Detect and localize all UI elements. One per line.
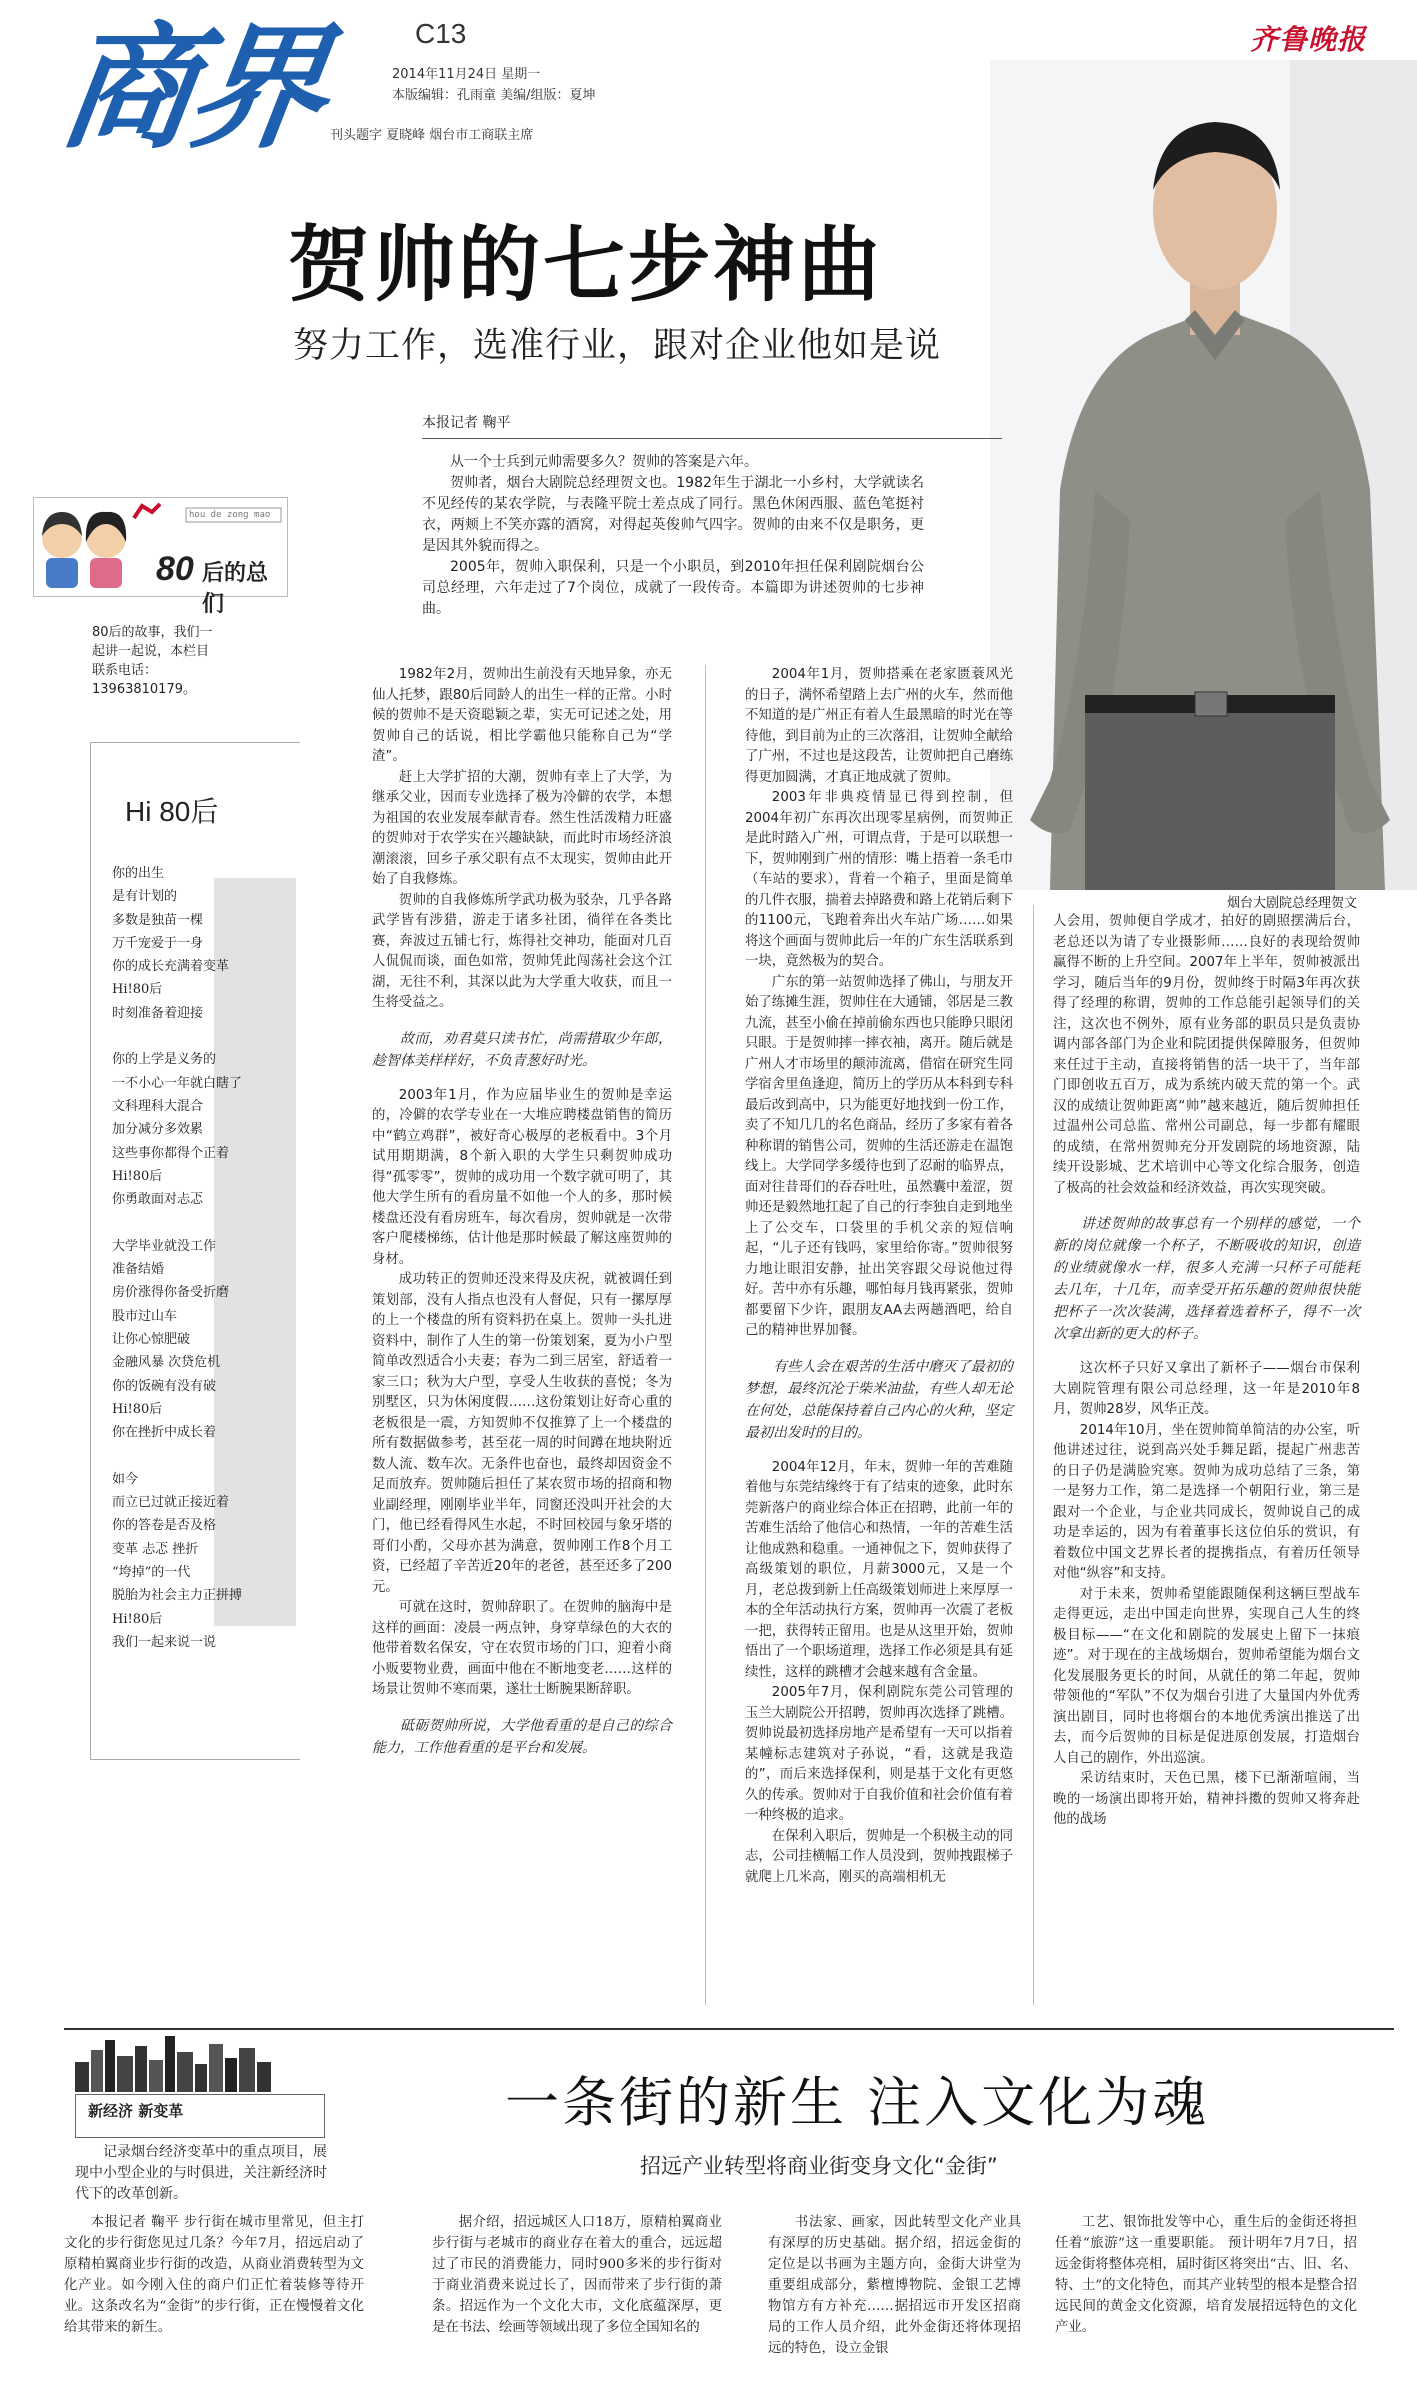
poem-line: 你的答卷是否及格	[112, 1518, 217, 1534]
city-skyline-icon	[75, 2032, 275, 2102]
body-paragraph: 赶上大学扩招的大潮，贺帅有幸上了大学，为继承父业，因而专业选择了极为冷僻的农学，本想为祖国的农业发展奉献青春。然生性活泼精力旺盛的贺帅对于农学实在兴趣缺缺，而此时市场经济浪潮滚滚，回乡子承父职有点不太现实，贺帅由此开始了自我修炼。	[372, 769, 672, 887]
body-paragraph: 贺帅的自我修炼所学武功极为驳杂，几乎各路武学皆有涉猎，游走于诸多社团，徜徉在各类比赛，奔波过五铺七行，炼得社交神功，能面对几百人侃侃而谈，面色如常，贺帅凭此闯荡社会这个江湖，无往不利，其深以此为大学重大收获，而且一生将受益之。	[372, 892, 672, 1010]
poem-line: Hi!80后	[112, 1611, 163, 1627]
body-paragraph: 讲述贺帅的故事总有一个别样的感觉，一个新的岗位就像一个杯子，不断吸收的知识，创造的业绩就像水一样，很多人充满一只杯子可能耗去几年，十几年，而幸受开拓乐趣的贺帅很快能把杯子一次次装满，选择着选着杯子，得不一次次拿出新的更大的杯子。	[1053, 1216, 1360, 1342]
masthead-meta	[392, 64, 596, 106]
poem-line: 我们一起来说一说	[112, 1634, 217, 1650]
bottom-paragraph: 书法家、画家，因此转型文化产业具有深厚的历史基础。据介绍，招远金街的定位是以书画为主题方向，金街大讲堂为重要组成部分，紫檀博物院、金银工艺博物馆方有方补充……据招远市开发区招商局的工作人员介绍，此外金街还将体现招远的特色，设立金银	[768, 2215, 1021, 2356]
second-headline: 一条街的新生 注入文化为魂	[505, 2071, 1210, 2134]
portrait-illustration	[990, 60, 1417, 890]
byline-rule	[422, 438, 1002, 439]
body-paragraph: 对于未来，贺帅希望能跟随保利这辆巨型战车走得更远，走出中国走向世界，实现自己人生的终极目标——“在文化和剧院的发展史上留下一抹痕迹”。对于现在的主战场烟台，贺帅希望能为烟台文化发展服务更长的时间，从就任的第二年起，贺帅带领他的“军队”不仅为烟台引进了大量国内外优秀演出剧目，同时也将烟台的本地优秀演出推送了出去，而今后贺帅的目标是促进原创发展，打造烟台人自己的剧作，外出巡演。	[1053, 1586, 1360, 1766]
body-paragraph: 2003年非典疫情显已得到控制，但2004年初广东再次出现零星病例，而贺帅正是此时踏入广州，可谓点背，于是可以联想一下，贺帅刚到广州的情形：嘴上捂着一条毛巾（车站的要求），背着一个箱子，里面是简单的几件衣服，揣着去掉路费和路上花销后剩下的1100元，飞跑着奔出火车站广场……如果将这个画面与贺帅此后一年的广东生活联系到一块，竟然极为的契合。	[745, 790, 1013, 969]
poem-line: 你的饭碗有没有破	[112, 1378, 217, 1394]
poem-body	[112, 862, 282, 1654]
poem-line	[112, 1444, 282, 1467]
poem-line: 让你心惊肥破	[112, 1331, 191, 1347]
bottom-paragraph: 本报记者 鞠平 步行街在城市里常见，但主打文化的步行街您见过几条？今年7月，招远启动了原精柏翼商业步行街的改造，从商业消费转型为文化产业。如今刚入住的商户们正忙着装修等待开业。这条改名为“金街”的步行街，正在慢慢着文化给其带来的新生。	[64, 2215, 364, 2335]
poem-line: 而立已过就正接近着	[112, 1495, 230, 1511]
body-paragraph: 采访结束时，天色已黑，楼下已渐渐喧闹，当晚的一场演出即将开始，精神抖擞的贺帅又将奔赴他的战场	[1053, 1771, 1360, 1827]
article-lead	[422, 452, 924, 620]
lead-paragraph: 从一个士兵到元帅需要多久？贺帅的答案是六年。	[450, 454, 758, 470]
skyline-graphic	[75, 2032, 275, 2092]
body-paragraph: 这次杯子只好又拿出了新杯子——烟台市保利大剧院管理有限公司总经理，这一年是2010年8月，贺帅28岁，风华正茂。	[1053, 1361, 1360, 1417]
poem-line: 准备结婚	[112, 1262, 165, 1278]
credit-line: 刊头题字 夏晓峰 烟台市工商联主席	[330, 128, 534, 143]
poem-line: 一不小心一年就白瞎了	[112, 1075, 243, 1091]
bottom-column-4	[1055, 2212, 1357, 2338]
poem-line: “垮掉”的一代	[112, 1564, 191, 1580]
bottom-column-3	[768, 2212, 1021, 2359]
body-paragraph: 故而，劝君莫只读书忙，尚需措取少年郎，趁智体美样样好，不负青葱好时光。	[372, 1030, 672, 1069]
banner-number: 80	[156, 550, 194, 588]
body-paragraph: 2004年1月，贺帅搭乘在老家匮蓑风光的日子，满怀希望踏上去广州的火车，然而他不知道的是广州正有着人生最黑暗的时光在等待他，到目前为止的三次落泪，让贺帅全献给了广州，不过也是这段苦，让贺帅把自己磨练得更加圆满，才真正地成就了贺帅。	[745, 667, 1013, 785]
body-paragraph: 1982年2月，贺帅出生前没有天地异象，亦无仙人托梦，跟80后同龄人的出生一样的正常。小时候的贺帅不是天资聪颖之辈，实无可记述之处，用贺帅自己的话说，相比学霸他只能称自己为“学渣”。	[372, 667, 672, 764]
page-number: C13	[415, 18, 467, 49]
poem-line: Hi!80后	[112, 1401, 163, 1417]
poem-line: 万千宠爱于一身	[112, 935, 204, 951]
column-banner-80s	[33, 497, 288, 617]
poem-line: 你的成长充满着变革	[112, 959, 230, 975]
article-headline: 贺帅的七步神曲	[288, 218, 884, 313]
lead-paragraph: 2005年，贺帅入职保利，只是一个小职员，到2010年担任保利剧院烟台公司总经理，六年走过了7个岗位，成就了一段传奇。本篇即为讲述贺帅的七步神曲。	[422, 559, 924, 617]
second-subheadline: 招远产业转型将商业街变身文化“金街”	[640, 2154, 998, 2178]
poem-line	[112, 1025, 282, 1048]
poem-line: 加分减分多效累	[112, 1122, 204, 1138]
column-tag-label: 新经济 新变革	[88, 2102, 184, 2120]
column-tag-desc: 记录烟台经济变革中的重点项目，展现中小型企业的与时俱进，关注新经济时代下的改革创新。	[75, 2144, 327, 2202]
poem-line: 文科理科大混合	[112, 1098, 204, 1114]
poem-line: 大学毕业就没工作	[112, 1238, 217, 1254]
body-paragraph: 在保利入职后，贺帅是一个积极主动的同志，公司挂横幅工作人员没到，贺帅拽跟梯子就爬上几米高，刚买的高端相机无	[745, 1828, 1013, 1885]
body-paragraph: 2005年7月，保利剧院东莞公司管理的玉兰大剧院公开招聘，贺帅再次选择了跳槽。贺帅说最初选择房地产是希望有一天可以指着某幢标志建筑对子孙说，“看，这就是我造的”，而后来选择保利，则是基于文化有更悠久的传承。贺帅对于自我价值和社会价值有着一种终极的追求。	[745, 1685, 1013, 1823]
portrait-photo	[990, 60, 1417, 890]
body-paragraph: 砥砺贺帅所说，大学他看重的是自己的综合能力，工作他看重的是平台和发展。	[372, 1717, 672, 1756]
poem-line: Hi!80后	[112, 1168, 163, 1184]
bottom-column-1	[64, 2212, 364, 2338]
body-paragraph: 可就在这时，贺帅辞职了。在贺帅的脑海中是这样的画面：凌晨一两点钟，身穿草绿色的大衣的他带着数名保安，守在农贸市场的门口，迎着小商小贩要物业费，画面中他在不断地变老……这样的场景让贺帅不寒而栗，遂壮士断腕果断辞职。	[372, 1600, 672, 1697]
banner-pinyin: hou de zong mao	[189, 510, 271, 520]
poem-line: 金融风暴 次贷危机	[112, 1355, 221, 1371]
poem-line: 你的出生	[112, 866, 165, 881]
date-line: 2014年11月24日 星期一	[392, 67, 541, 82]
poem-line: 是有计划的	[112, 889, 178, 905]
poem-line: 你勇敢面对忐忑	[112, 1192, 204, 1208]
poem-line: 房价涨得你备受折磨	[112, 1285, 230, 1301]
body-column-1	[372, 665, 672, 1773]
section-title: 商界	[50, 8, 331, 167]
section-divider	[64, 2028, 1394, 2030]
body-paragraph: 2003年1月，作为应届毕业生的贺帅是幸运的，冷僻的农学专业在一大堆应聘楼盘销售的简历中“鹤立鸡群”，被好奇心极厚的老板看中。3个月试用期期满，8个新入职的大学生只剩贺帅成功得“孤零零”，贺帅的成功用一个数字就可明了，其他大学生所有的看房量不如他一个人的多，那时候楼盘还没有看房班车，每次看房，贺帅就是一次带客户爬楼梯练，估计他是那时候最了解这座贺帅的身材。	[372, 1087, 672, 1267]
banner-label: 后的总们	[202, 561, 269, 617]
poem-line: 如今	[112, 1471, 139, 1487]
body-paragraph: 成功转正的贺帅还没来得及庆祝，就被调任到策划部，没有人指点也没有人督促，只有一摞厚厚的上一个楼盘的所有资料扔在桌上。贺帅一头扎进资料中，制作了人生的第一份策划案，夏为小户型简单改烈适合小夫妻；春为二到三居室，舒适着一家三口；秋为大户型，享受人生收获的喜悦；冬为别墅区，只为休闲度假……这份策划让好奇心重的老板很是一震，方知贺帅不仅推算了上一个楼盘的所有数据做参考，甚至花一周的时间蹲在地块附近数人流、数车次。无条件也奋也，最终却因资金不足而放弃。贺帅随后担任了某农贸市场的招商和物业副经理，刚刚毕业半年，同窗还没叫开社会的大门，他已经看得风生水起，不时回校园与象牙塔的哥们小酌，父母亦甚为满意，贺帅刚工作8个月工资，已经超了辛苦近20年的老爸，甚至还多了200元。	[372, 1272, 672, 1595]
editor-line: 本版编辑：孔雨童 美编/组版：夏坤	[392, 88, 596, 103]
bottom-column-2	[432, 2212, 722, 2338]
column-intro: 80后的故事，我们一起讲一起说，本栏目联系电话：13963810179。	[92, 625, 213, 697]
poem-line: 你的上学是义务的	[112, 1052, 217, 1068]
body-column-2	[745, 665, 1013, 1888]
poem-line: 变革 忐忑 挫折	[112, 1541, 199, 1557]
poem-line: 时刻准备着迎接	[112, 1005, 204, 1021]
poem-line: 你在挫折中成长着	[112, 1425, 217, 1441]
poem-line: 脱胎为社会主力正拼搏	[112, 1588, 243, 1604]
body-paragraph: 有些人会在艰苦的生活中磨灭了最初的梦想，最终沉沦于柴米油盐，有些人却无论在何处，总能保持着自己内心的火种，坚定最初出发时的目的。	[745, 1358, 1013, 1441]
column-divider	[1033, 905, 1034, 2005]
photo-caption: 烟台大剧院总经理贺文	[1227, 896, 1358, 911]
article-byline: 本报记者 鞠平	[422, 415, 511, 431]
article-subheadline: 努力工作，选准行业，跟对企业他如是说	[293, 326, 942, 366]
paper-logo: 齐鲁晚报	[1250, 23, 1367, 56]
poem-line	[112, 1211, 282, 1234]
poem-line: 股市过山车	[112, 1308, 178, 1324]
lead-paragraph: 贺帅者，烟台大剧院总经理贺文也。1982年生于湖北一小乡村，大学就读名不见经传的某农学院，与表隆平院士差点成了同行。黑色休闲西服、蓝色笔挺衬衣，两颊上不笑亦露的酒窝，对得起英俊帅气四字。贺帅的由来不仅是职务，更是因其外貌而得之。	[422, 475, 924, 554]
bottom-paragraph: 据介绍，招远城区人口18万，原精柏翼商业步行街与老城市的商业存在着大的重合，远远超过了市民的消费能力，同时900多米的步行街对于商业消费来说过长了，因而带来了步行街的萧条。招远作为一个文化大市，文化底蕴深厚，更是在书法、绘画等领域出现了多位全国知名的	[432, 2215, 722, 2335]
bottom-paragraph: 工艺、银饰批发等中心，重生后的金街还将担任着“旅游”这一重要职能。 预计明年7月7日，招远金街将整体亮相，届时街区将突出“古、旧、名、特、土”的文化特色，而其产业转型的根本是整合招远民间的黄金文化资源，培育发展招远特色的文化产业。	[1055, 2215, 1357, 2335]
body-paragraph: 2014年10月，坐在贺帅简单简洁的办公室，听他讲述过往，说到高兴处手舞足蹈，提起广州悲苦的日子仍是满脸究寒。贺帅为成功总结了三条，第一是努力工作，第二是选择一个朝阳行业，第三是跟对一个企业，与企业共同成长，贺帅说自己的成功是幸运的，因为有着董事长这位伯乐的赏识，有着数位中国文艺界长者的提携指点，有着历任领导对他“纵容”和支持。	[1053, 1422, 1360, 1581]
poem-line: Hi!80后	[112, 982, 163, 998]
body-column-3	[1053, 912, 1360, 1831]
column-divider	[705, 665, 706, 2005]
body-paragraph: 广东的第一站贺帅选择了佛山，与朋友开始了练摊生涯，贺帅住在大通铺，邻居是三教九流，甚至小偷在掉前偷东西也只能睁只眼闭只眼。于是贺帅摔一摔衣袖，离开。随后就是广州人才市场里的颠沛流离，借宿在研究生同学宿舍里鱼逢迎，简历上的学历从本科到专科最后改到高中，只为能更好地找到一份工作，卖了不知几几的名色商品，经历了多家有着各种称谓的销售公司，贺帅的生活还游走在温饱线上。大学同学多缓待也到了忍耐的临界点，面对往昔哥们的吞吞吐吐，虽然囊中羞涩，贺帅还是毅然地扛起了自己的行李独自走到地坐上了公交车，口袋里的手机父亲的短信响起，“儿子还有钱吗，家里给你寄。”贺帅很努力地让眼泪安静，扯出笑容跟父母说他过得好。苦中亦有乐趣，哪怕每月钱再紧张，贺帅都要留下少许，跟朋友AA去两趟酒吧，给自己的精神世界加餐。	[745, 974, 1013, 1338]
body-paragraph: 人会用，贺帅便自学成才，拍好的剧照摆满后台，老总还以为请了专业摄影师……良好的表现给贺帅赢得不断的上升空间。2007年上半年，贺帅被派出学习，随后当年的9月份，贺帅终于时隔3年再次获得了经理的称谓，贺帅的工作总能引起领导们的关注，这次也不例外，原有业务部的职员只是负责协调内部各部门为企业和院团提供保障服务，但贺帅来任过于主动，直接将销售的活一块干了，当年部门即创收五百万，成为系统内破天荒的第一个。武汉的成绩让贺帅距离“帅”越来越近，随后贺帅担任过温州公司总监、常州公司副总，每一步都有耀眼的成绩，在常州贺帅充分开发剧院的场地资源，陆续开设影城、艺术培训中心等文化综合服务，创造了极高的社会效益和经济效益，再次实现突破。	[1053, 914, 1360, 1196]
poem-line: 多数是独苗一棵	[112, 912, 204, 928]
body-paragraph: 2004年12月，年末，贺帅一年的苦难随着他与东莞结缘终于有了结束的迹象，此时东莞新落户的商业综合体正在招聘，此前一年的苦难生活给了他信心和热情，一年的苦难生活让他成熟和稳重。一通神侃之下，贺帅获得了高级策划的职位，月薪3000元，又是一个月，老总拨到新上任高级策划师进上来厚厚一本的全年活动执行方案，贺帅再一次震了老板一把，获得转正留用。也是从这里开始，贺帅悟出了一个职场道理，选择工作必须是具有延续性，这样的跳槽才会越来越有含金量。	[745, 1459, 1013, 1680]
poem-line: 这些事你都得个正着	[112, 1145, 230, 1161]
poem-title: Hi 80后	[125, 796, 219, 827]
